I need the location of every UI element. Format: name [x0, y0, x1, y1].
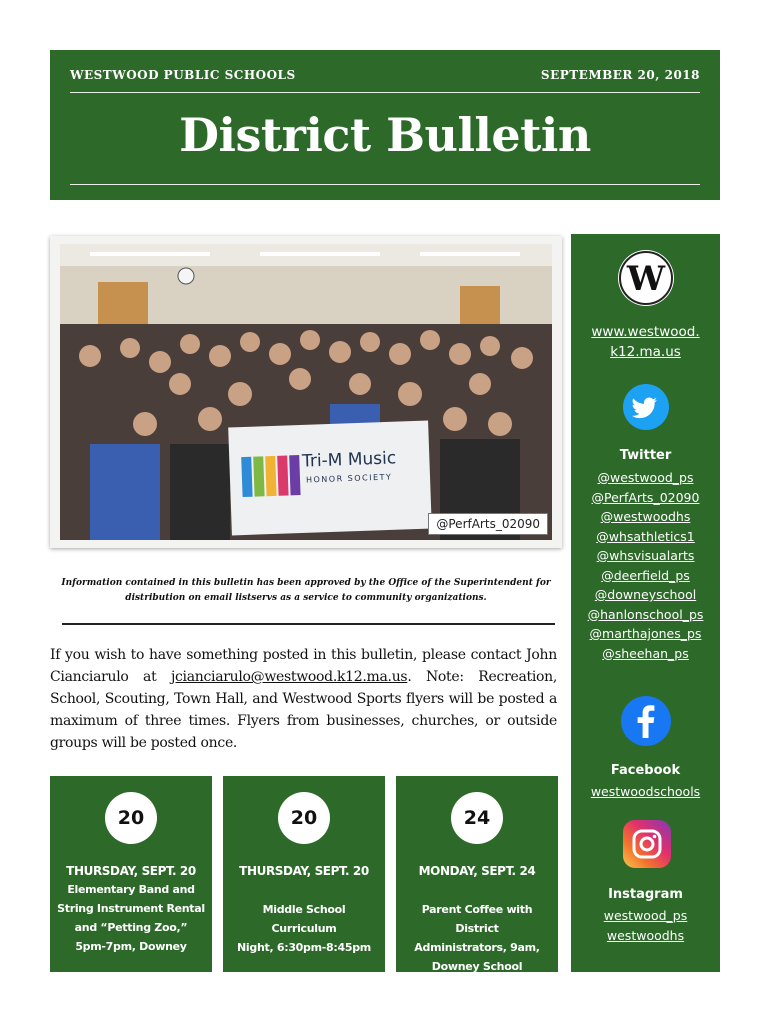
facebook-heading: Facebook	[610, 763, 681, 778]
event-line: 5pm-7pm, Downey	[75, 940, 187, 953]
photo-tag: @PerfArts_02090	[428, 513, 548, 535]
event-card	[50, 776, 212, 972]
event-date: MONDAY, SEPT. 24	[418, 864, 536, 878]
intro-paragraph	[50, 644, 557, 754]
w-logo-icon	[618, 250, 674, 306]
instagram-handle-link[interactable]: westwoodhs	[606, 927, 685, 943]
facebook-icon[interactable]	[621, 696, 671, 746]
event-line: and “Petting Zoo,”	[74, 921, 188, 934]
event-day: 20	[278, 792, 330, 844]
twitter-handle-link[interactable]: @sheehan_ps	[602, 645, 689, 661]
facebook-page-link[interactable]: westwoodschools	[590, 784, 701, 799]
intro-text-after: . Note: Recreation, School, Scouting, Town Hall, and Westwood Sports flyers will be posted a maximum of three times. Flyers from businesses, churches, or outside groups will be posted once.	[50, 669, 557, 751]
intro-text-before: If you wish to have something posted in this bulletin, please contact John Cianciarulo at	[50, 647, 557, 685]
svg-text:W: W	[626, 259, 666, 299]
divider	[62, 623, 555, 625]
contact-email-link[interactable]: jcianciarulo@westwood.k12.ma.us	[170, 669, 408, 685]
event-description	[402, 900, 552, 976]
group-photo	[50, 236, 562, 548]
twitter-handle-link[interactable]: @downeyschool	[594, 587, 697, 602]
instagram-icon[interactable]	[623, 820, 671, 868]
event-description	[56, 880, 206, 956]
bulletin-title: District Bulletin	[179, 108, 591, 162]
org-name: WESTWOOD PUBLIC SCHOOLS	[70, 68, 296, 82]
instagram-heading: Instagram	[608, 887, 683, 902]
event-card	[396, 776, 558, 972]
issue-date: SEPTEMBER 20, 2018	[540, 68, 700, 82]
event-line: Middle School Curriculum	[262, 903, 346, 935]
event-line: Administrators, 9am,	[414, 941, 540, 954]
twitter-heading: Twitter	[619, 448, 672, 463]
twitter-handle-link[interactable]: @westwood_ps	[597, 470, 694, 485]
banner-subtitle: HONOR SOCIETY	[305, 472, 393, 485]
event-line: Downey School	[431, 960, 523, 973]
twitter-handle-link[interactable]: @whsathletics1	[596, 528, 695, 544]
event-date: THURSDAY, SEPT. 20	[66, 864, 196, 878]
header-banner	[50, 50, 720, 200]
instagram-handle-link[interactable]: westwood_ps	[603, 908, 688, 923]
disclaimer: Information contained in this bulletin has been approved by the Office of the Superintendent for distribution on email listservs as a service to community organizations.	[61, 578, 551, 603]
facebook-handles	[571, 782, 720, 802]
twitter-icon[interactable]	[623, 384, 669, 430]
photo-image	[60, 244, 552, 540]
sidebar	[571, 234, 720, 972]
event-day: 20	[105, 792, 157, 844]
event-description	[229, 900, 379, 957]
twitter-handle-link[interactable]: @westwoodhs	[600, 509, 691, 524]
header-topline	[70, 68, 700, 82]
twitter-handle-link[interactable]: @marthajones_ps	[589, 626, 702, 641]
event-line: Parent Coffee with District	[421, 903, 533, 935]
twitter-handle-link[interactable]: @whsvisualarts	[596, 548, 695, 563]
banner-title: Tri-M Music	[301, 448, 397, 472]
event-card	[223, 776, 385, 972]
twitter-handle-link[interactable]: @hanlonschool_ps	[587, 606, 704, 622]
event-line: String Instrument Rental	[57, 902, 205, 915]
header-rule-top	[70, 92, 700, 93]
twitter-handle-link[interactable]: @deerfield_ps	[601, 567, 690, 583]
district-logo	[618, 250, 674, 306]
website-line[interactable]: www.westwood.	[591, 324, 700, 340]
website-line[interactable]: k12.ma.us	[610, 344, 681, 360]
website-link[interactable]	[571, 322, 720, 362]
event-date: THURSDAY, SEPT. 20	[239, 864, 369, 878]
twitter-handle-link[interactable]: @PerfArts_02090	[591, 489, 700, 505]
header-rule-bottom	[70, 184, 700, 185]
event-line: Night, 6:30pm-8:45pm	[237, 941, 371, 954]
twitter-handles	[571, 468, 720, 663]
event-day: 24	[451, 792, 503, 844]
event-line: Elementary Band and	[67, 883, 195, 896]
instagram-handles	[571, 906, 720, 945]
